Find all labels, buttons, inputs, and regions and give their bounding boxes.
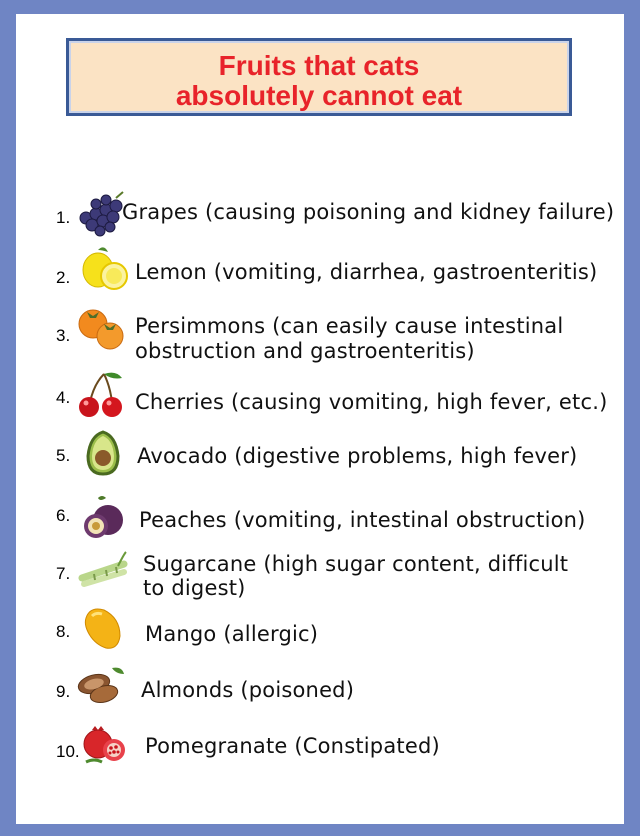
item-number: 9.: [56, 682, 71, 701]
item-text: Peaches (vomiting, intestinal obstruction): [139, 508, 586, 532]
almond-icon: [74, 660, 124, 710]
list-item: [16, 602, 624, 662]
list-item: [16, 302, 624, 362]
item-text: Avocado (digestive problems, high fever): [137, 444, 578, 468]
item-number: 8.: [56, 622, 71, 641]
peach-icon: [80, 492, 130, 542]
sugarcane-icon: [78, 548, 128, 598]
list-item: [16, 714, 624, 774]
mango-icon: [78, 604, 128, 654]
item-text-line-2: to digest): [143, 576, 246, 600]
list-item: [16, 426, 624, 486]
list-item: [16, 488, 624, 548]
item-number: 7.: [56, 564, 71, 583]
list-item: [16, 370, 624, 430]
avocado-icon: [78, 428, 128, 478]
item-text: Pomegranate (Constipated): [145, 734, 440, 758]
pomegranate-icon: [80, 718, 130, 768]
cherry-icon: [76, 370, 126, 420]
item-text: Grapes (causing poisoning and kidney failure): [122, 200, 615, 224]
item-number: 2.: [56, 268, 71, 287]
item-number: 6.: [56, 506, 71, 525]
list-item: [16, 242, 624, 302]
item-number: 10.: [56, 742, 80, 761]
list-item: [16, 658, 624, 718]
persimmon-icon: [76, 302, 126, 352]
item-text: Lemon (vomiting, diarrhea, gastroenteritis): [135, 260, 598, 284]
list-item: [16, 546, 624, 606]
poster-page: [16, 14, 624, 824]
grapes-icon: [76, 188, 126, 238]
item-number: 4.: [56, 388, 71, 407]
item-text-line-1: Persimmons (can easily cause intestinal: [135, 314, 564, 338]
item-text-line-2: obstruction and gastroenteritis): [135, 339, 475, 363]
item-text-line-1: Sugarcane (high sugar content, difficult: [143, 552, 569, 576]
title-line-2: absolutely cannot eat: [175, 80, 463, 111]
item-text: Mango (allergic): [145, 622, 319, 646]
list-item: [16, 182, 624, 242]
title-box: [66, 38, 572, 116]
item-text: Almonds (poisoned): [141, 678, 355, 702]
item-number: 3.: [56, 326, 71, 345]
item-text: Cherries (causing vomiting, high fever, etc.): [135, 390, 608, 414]
item-number: 1.: [56, 208, 71, 227]
title-line-1: Fruits that cats: [218, 50, 420, 81]
item-number: 5.: [56, 446, 71, 465]
lemon-icon: [80, 244, 130, 294]
